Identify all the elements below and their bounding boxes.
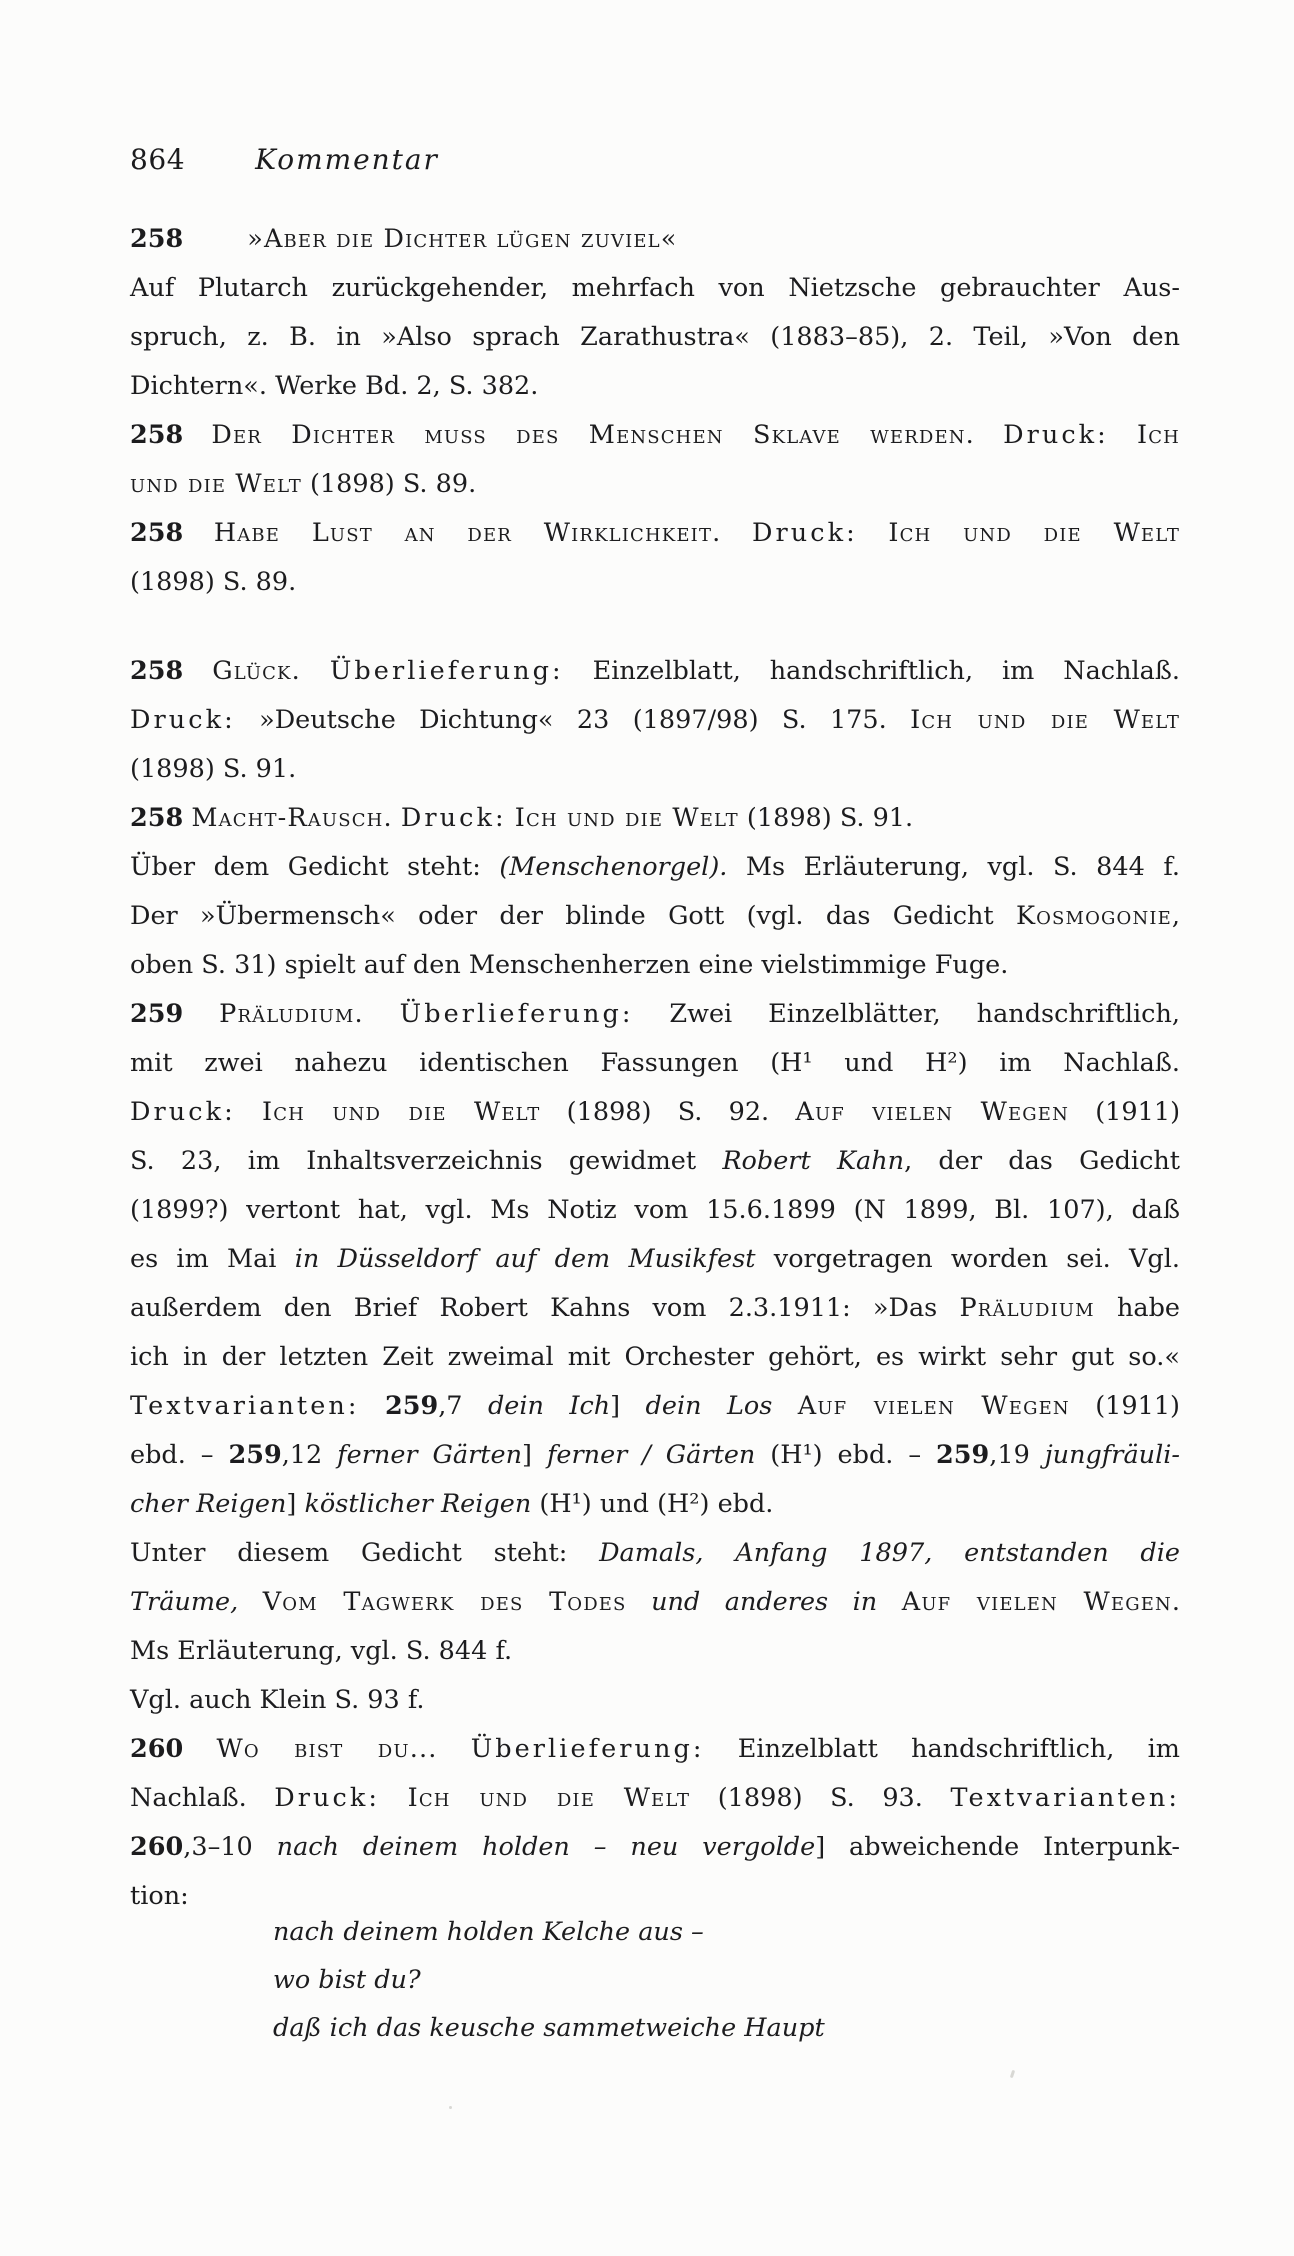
text-line [130, 1480, 1180, 1529]
text: Zwei Einzelblätter, handschriftlich, [633, 999, 1180, 1029]
text: , [1171, 901, 1180, 931]
small-caps-title: Auf vielen Wegen [795, 1097, 1069, 1127]
text [183, 1734, 216, 1764]
text-line [130, 1676, 1180, 1725]
text: , der das Gedicht [904, 1146, 1181, 1176]
text: (1898) S. 89. [301, 469, 477, 499]
letterspaced-term: Überlieferung: [470, 1734, 705, 1764]
text-line [130, 1039, 1180, 1088]
text: ich in der letzten Zeit zweimal mit Orchester gehört, es wirkt sehr gut so.« [130, 1342, 1180, 1372]
italic-text: in Düsseldorf auf dem Musikfest [294, 1244, 756, 1274]
text-line [130, 892, 1180, 941]
text-line [130, 460, 1180, 509]
italic-text: dein Ich [487, 1391, 611, 1421]
text: (1911) [1069, 1391, 1180, 1421]
letterspaced-term: Druck: [400, 803, 507, 833]
letterspaced-term: Überlieferung: [329, 656, 564, 686]
text-line [130, 843, 1180, 892]
entry-number: 259 [228, 1440, 282, 1470]
text-line [130, 1137, 1180, 1186]
small-caps-title: Ich und die Welt [514, 803, 739, 833]
small-caps-title: Auf vielen Wegen [797, 1391, 1070, 1421]
text-line [273, 1908, 1180, 1956]
text-line [130, 794, 1180, 843]
text-line [130, 1235, 1180, 1284]
text: Ms Erläuterung, vgl. S. 844 f. [130, 1636, 513, 1666]
small-caps-title: »Aber die Dichter lügen zuviel« [247, 224, 678, 254]
letterspaced-term: Druck: [274, 1783, 381, 1813]
text: »Deutsche Dichtung« 23 (1897/98) S. 175. [235, 705, 911, 735]
text: vorgetragen worden sei. Vgl. [755, 1244, 1180, 1274]
text [360, 1391, 385, 1421]
text: oben S. 31) spielt auf den Menschenherzen eine vielstimmige Fuge. [130, 950, 1009, 980]
entry-number: 258 [130, 803, 184, 833]
entry-number: 259 [384, 1391, 439, 1421]
text-line [130, 941, 1180, 990]
text-line [130, 1578, 1180, 1627]
text: (H¹) und (H²) ebd. [531, 1489, 774, 1519]
small-caps-title: Ich und die Welt [910, 705, 1181, 735]
italic-text: (Menschenorgel). [499, 852, 728, 882]
text-line [130, 1725, 1180, 1774]
entry-number: 259 [130, 999, 184, 1029]
italic-text: Träume, [130, 1587, 239, 1617]
text: (1898) S. 89. [130, 567, 297, 597]
text-line [130, 696, 1180, 745]
text [238, 1587, 263, 1617]
italic-text: Robert Kahn [722, 1146, 905, 1176]
text [772, 1391, 797, 1421]
small-caps-title: Präludium. [219, 999, 364, 1029]
text-line [130, 1284, 1180, 1333]
text-line [130, 1431, 1180, 1480]
text-line [130, 509, 1180, 558]
small-caps-title: Auf vielen Wegen [901, 1587, 1172, 1617]
text [437, 1734, 470, 1764]
text [183, 999, 219, 1029]
italic-text: cher Reigen [130, 1489, 287, 1519]
text: Über dem Gedicht steht: [130, 852, 500, 882]
entry-number: 258 [130, 656, 184, 686]
text: Auf Plutarch zurückgehender, mehrfach von Nietzsche gebrauchter Aus- [130, 273, 1180, 303]
commentary-body [130, 215, 1180, 2052]
text: ] [286, 1489, 305, 1519]
letterspaced-term: Druck: [1003, 420, 1109, 450]
text: ] abweichende Interpunk- [815, 1832, 1180, 1862]
text-line [130, 990, 1180, 1039]
text: spruch, z. B. in »Also sprach Zarathustra« (1883–85), 2. Teil, »Von den [130, 322, 1180, 352]
small-caps-title: Glück. [212, 656, 301, 686]
text-line [273, 2004, 1180, 2052]
text: tion: [130, 1881, 189, 1911]
text: Unter diesem Gedicht steht: [130, 1538, 600, 1568]
text-line [130, 745, 1180, 794]
text: (1898) S. 91. [130, 754, 297, 784]
text-line [130, 264, 1180, 313]
text: Ms Erläuterung, vgl. S. 844 f. [727, 852, 1180, 882]
small-caps-title: Ich und die Welt [888, 518, 1180, 548]
text-line [130, 1333, 1180, 1382]
entry-number: 258 [130, 224, 184, 254]
italic-text: köstlicher Reigen [304, 1489, 532, 1519]
small-caps-title: Präludium [959, 1293, 1095, 1323]
text: ] [610, 1391, 646, 1421]
text-line [130, 1774, 1180, 1823]
text [393, 803, 401, 833]
small-caps-title: Ich und die Welt [407, 1783, 691, 1813]
entry-number: 260 [130, 1734, 184, 1764]
text: außerdem den Brief Robert Kahns vom 2.3.1911: »Das [130, 1293, 960, 1323]
text: ,3–10 [183, 1832, 277, 1862]
small-caps-title: und die Welt [130, 469, 302, 499]
text: Einzelblatt handschriftlich, im [704, 1734, 1180, 1764]
text: Nachlaß. [130, 1783, 275, 1813]
text: . [1171, 1587, 1181, 1617]
text: ] [522, 1440, 547, 1470]
text: S. 23, im Inhaltsverzeichnis gewidmet [130, 1146, 723, 1176]
small-caps-title: Ich und die Welt [261, 1097, 541, 1127]
letterspaced-term: Textvarianten: [950, 1783, 1180, 1813]
italic-text: wo bist du? [273, 1965, 421, 1995]
letterspaced-term: Überlieferung: [399, 999, 634, 1029]
text-line [130, 558, 1180, 607]
italic-text: dein Los [645, 1391, 773, 1421]
text: Vgl. auch Klein S. 93 f. [130, 1685, 425, 1715]
text: es im Mai [130, 1244, 295, 1274]
entry-number: 259 [936, 1440, 990, 1470]
text-line [130, 1627, 1180, 1676]
italic-text: und anderes in [651, 1587, 878, 1617]
italic-text: Damals, Anfang 1897, entstanden die [599, 1538, 1180, 1568]
text-line [130, 1088, 1180, 1137]
text [364, 999, 400, 1029]
text-line [130, 1529, 1180, 1578]
text: (1898) S. 92. [540, 1097, 796, 1127]
text [380, 1783, 408, 1813]
text-line [130, 1823, 1180, 1872]
running-head: Kommentar [255, 143, 439, 176]
text: (1898) S. 91. [738, 803, 914, 833]
paper-speck [449, 2106, 452, 2109]
text [1109, 420, 1137, 450]
text: mit zwei nahezu identischen Fassungen (H¹ und H²) im Nachlaß. [130, 1048, 1180, 1078]
text [301, 656, 330, 686]
entry-number: 258 [130, 420, 184, 450]
italic-text: ferner / Gärten [546, 1440, 756, 1470]
text-line [130, 1382, 1180, 1431]
italic-text: nach deinem holden Kelche aus – [273, 1917, 704, 1947]
text [877, 1587, 902, 1617]
text [975, 420, 1003, 450]
text [507, 803, 515, 833]
small-caps-title: Ich [1137, 420, 1180, 450]
text [858, 518, 889, 548]
text [627, 1587, 652, 1617]
small-caps-title: Macht-Rausch. [191, 803, 393, 833]
text [183, 518, 214, 548]
italic-text: jungfräuli- [1044, 1440, 1180, 1470]
small-caps-title: Kosmogonie [1015, 901, 1172, 931]
small-caps-title: Habe Lust an der Wirklichkeit. [213, 518, 722, 548]
text-line [130, 313, 1180, 362]
letterspaced-term: Textvarianten: [130, 1391, 360, 1421]
text-line [130, 647, 1180, 696]
text [236, 1097, 262, 1127]
text [183, 656, 212, 686]
text-line [130, 411, 1180, 460]
text: (1899?) vertont hat, vgl. Ms Notiz vom 15.6.1899 (N 1899, Bl. 107), daß [130, 1195, 1180, 1225]
small-caps-title: Wo bist du... [216, 1734, 438, 1764]
page-number: 864 [130, 143, 186, 176]
entry-number: 258 [130, 518, 184, 548]
text-line [130, 1186, 1180, 1235]
entry-number: 260 [130, 1832, 184, 1862]
text: Einzelblatt, handschriftlich, im Nachlaß. [563, 656, 1181, 686]
text: Dichtern«. Werke Bd. 2, S. 382. [130, 371, 539, 401]
text: Der »Übermensch« oder der blinde Gott (vgl. das Gedicht [130, 901, 1016, 931]
small-caps-title: Der Dichter muss des Menschen Sklave werden. [211, 420, 975, 450]
text-line [273, 1956, 1180, 2004]
italic-text: daß ich das keusche sammetweiche Haupt [273, 2013, 825, 2043]
text-line [130, 215, 1180, 264]
text: habe [1094, 1293, 1180, 1323]
small-caps-title: Vom Tagwerk des Todes [262, 1587, 627, 1617]
letterspaced-term: Druck: [751, 518, 858, 548]
text: ,19 [989, 1440, 1045, 1470]
text: ,7 [438, 1391, 488, 1421]
paper-speck [1010, 2070, 1015, 2079]
italic-text: nach deinem holden – neu vergolde [276, 1832, 816, 1862]
italic-text: ferner Gärten [337, 1440, 523, 1470]
text: ,12 [281, 1440, 338, 1470]
page-header [130, 140, 439, 180]
text: (H¹) ebd. – [755, 1440, 937, 1470]
text: ebd. – [130, 1440, 229, 1470]
text [721, 518, 752, 548]
text-line [130, 362, 1180, 411]
letterspaced-term: Druck: [130, 1097, 236, 1127]
text: (1911) [1069, 1097, 1181, 1127]
letterspaced-term: Druck: [130, 705, 236, 735]
text: (1898) S. 93. [690, 1783, 951, 1813]
text [183, 420, 211, 450]
